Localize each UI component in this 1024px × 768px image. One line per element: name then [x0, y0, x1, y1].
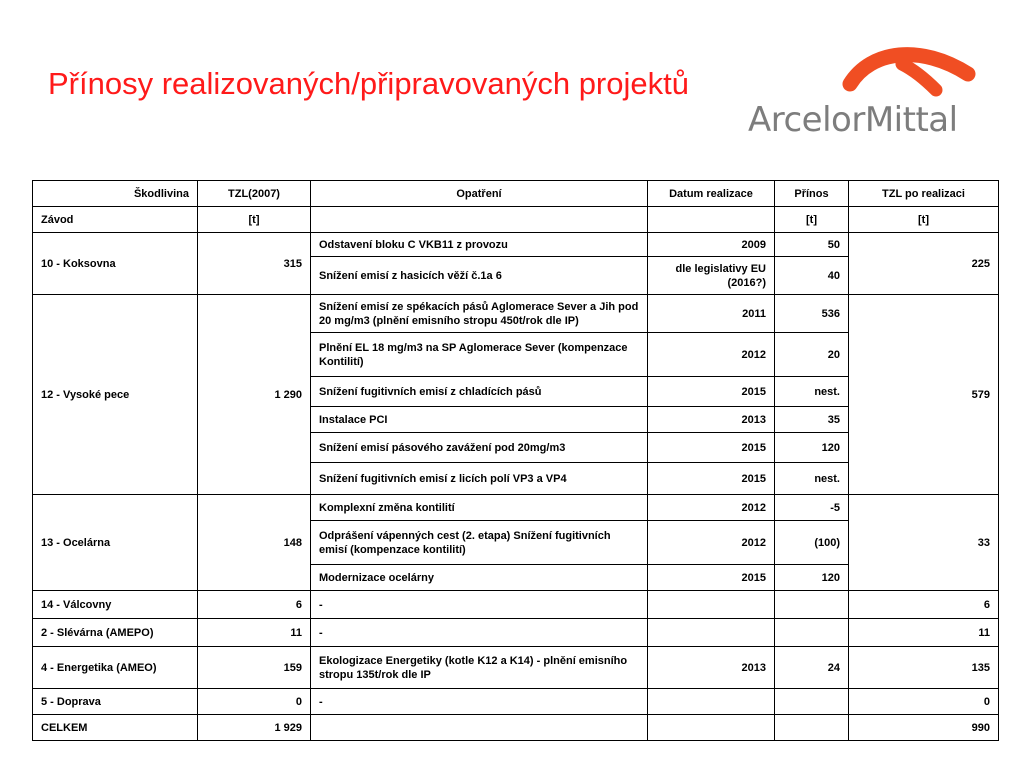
plant-cell: 2 - Slévárna (AMEPO): [33, 619, 198, 647]
tzl-after-cell: 33: [849, 495, 999, 591]
plant-cell: 13 - Ocelárna: [33, 495, 198, 591]
measure-cell: -: [311, 591, 648, 619]
table-body: [33, 181, 999, 741]
measure-cell: Snížení fugitivních emisí z licích polí VP3 a VP4: [311, 463, 648, 495]
benefit-cell: 50: [775, 233, 849, 257]
benefit-cell: nest.: [775, 377, 849, 407]
table-row: [33, 233, 999, 257]
plant-cell: 4 - Energetika (AMEO): [33, 647, 198, 689]
header-pollutant: Škodlivina: [33, 181, 198, 207]
date-cell: dle legislativy EU (2016?): [648, 257, 775, 295]
date-cell: 2012: [648, 521, 775, 565]
table-row: [33, 647, 999, 689]
total-benefit-empty: [775, 715, 849, 741]
header-date: Datum realizace: [648, 181, 775, 207]
date-cell: 2015: [648, 377, 775, 407]
table-row: [33, 689, 999, 715]
units-date-empty: [648, 207, 775, 233]
header-tzl-after: TZL po realizaci: [849, 181, 999, 207]
benefit-cell: [775, 619, 849, 647]
table-row: [33, 295, 999, 333]
measure-cell: Snížení emisí pásového zavážení pod 20mg/m3: [311, 433, 648, 463]
benefit-cell: -5: [775, 495, 849, 521]
measure-cell: -: [311, 619, 648, 647]
tzl2007-cell: 1 290: [198, 295, 311, 495]
benefit-cell: nest.: [775, 463, 849, 495]
emissions-table: [32, 180, 999, 741]
plant-cell: 5 - Doprava: [33, 689, 198, 715]
date-cell: 2015: [648, 433, 775, 463]
tzl2007-cell: 315: [198, 233, 311, 295]
plant-cell: 12 - Vysoké pece: [33, 295, 198, 495]
measure-cell: Modernizace ocelárny: [311, 565, 648, 591]
measure-cell: Plnění EL 18 mg/m3 na SP Aglomerace Sever (kompenzace Kontilití): [311, 333, 648, 377]
total-measure-empty: [311, 715, 648, 741]
slide-title: Přínosy realizovaných/připravovaných projektů: [48, 66, 689, 101]
tzl-after-cell: 135: [849, 647, 999, 689]
units-tzl2007: [t]: [198, 207, 311, 233]
date-cell: 2012: [648, 495, 775, 521]
date-cell: 2015: [648, 463, 775, 495]
tzl2007-cell: 159: [198, 647, 311, 689]
tzl2007-cell: 11: [198, 619, 311, 647]
date-cell: 2013: [648, 407, 775, 433]
date-cell: 2009: [648, 233, 775, 257]
arcelormittal-logo: [746, 42, 976, 142]
measure-cell: Odstavení bloku C VKB11 z provozu: [311, 233, 648, 257]
measure-cell: Odprášení vápenných cest (2. etapa) Snížení fugitivních emisí (kompenzace kontilití): [311, 521, 648, 565]
plant-cell: 14 - Válcovny: [33, 591, 198, 619]
date-cell: [648, 619, 775, 647]
units-measure-empty: [311, 207, 648, 233]
total-row: [33, 715, 999, 741]
benefit-cell: 40: [775, 257, 849, 295]
date-cell: [648, 689, 775, 715]
tzl2007-cell: 6: [198, 591, 311, 619]
benefit-cell: 20: [775, 333, 849, 377]
arcelormittal-swoosh-icon: [746, 42, 976, 104]
measure-cell: Instalace PCI: [311, 407, 648, 433]
header-benefit: Přínos: [775, 181, 849, 207]
tzl-after-cell: 225: [849, 233, 999, 295]
benefit-cell: 120: [775, 433, 849, 463]
date-cell: 2013: [648, 647, 775, 689]
measure-cell: Komplexní změna kontilití: [311, 495, 648, 521]
total-label: CELKEM: [33, 715, 198, 741]
tzl2007-cell: 0: [198, 689, 311, 715]
plant-cell: 10 - Koksovna: [33, 233, 198, 295]
tzl-after-cell: 6: [849, 591, 999, 619]
benefit-cell: 120: [775, 565, 849, 591]
measure-cell: Ekologizace Energetiky (kotle K12 a K14) - plnění emisního stropu 135t/rok dle IP: [311, 647, 648, 689]
measure-cell: -: [311, 689, 648, 715]
header-tzl2007: TZL(2007): [198, 181, 311, 207]
units-benefit: [t]: [775, 207, 849, 233]
table-row: [33, 591, 999, 619]
units-row: [33, 207, 999, 233]
benefit-cell: 35: [775, 407, 849, 433]
total-date-empty: [648, 715, 775, 741]
date-cell: [648, 591, 775, 619]
tzl-after-cell: 579: [849, 295, 999, 495]
tzl-after-cell: 0: [849, 689, 999, 715]
table-row: [33, 619, 999, 647]
units-tzl-after: [t]: [849, 207, 999, 233]
benefit-cell: [775, 689, 849, 715]
date-cell: 2011: [648, 295, 775, 333]
measure-cell: Snížení emisí ze spékacích pásů Aglomerace Sever a Jih pod 20 mg/m3 (plnění emisního stropu 450t/rok dle IP): [311, 295, 648, 333]
date-cell: 2015: [648, 565, 775, 591]
header-row: [33, 181, 999, 207]
tzl-after-cell: 11: [849, 619, 999, 647]
units-plant: Závod: [33, 207, 198, 233]
total-tzl-after: 990: [849, 715, 999, 741]
tzl2007-cell: 148: [198, 495, 311, 591]
benefit-cell: [775, 591, 849, 619]
logo-wordmark: ArcelorMittal: [748, 100, 958, 140]
table-row: [33, 495, 999, 521]
total-tzl2007: 1 929: [198, 715, 311, 741]
measure-cell: Snížení fugitivních emisí z chladících pásů: [311, 377, 648, 407]
benefit-cell: (100): [775, 521, 849, 565]
header-measure: Opatření: [311, 181, 648, 207]
benefit-cell: 24: [775, 647, 849, 689]
date-cell: 2012: [648, 333, 775, 377]
measure-cell: Snížení emisí z hasicích věží č.1a 6: [311, 257, 648, 295]
benefit-cell: 536: [775, 295, 849, 333]
